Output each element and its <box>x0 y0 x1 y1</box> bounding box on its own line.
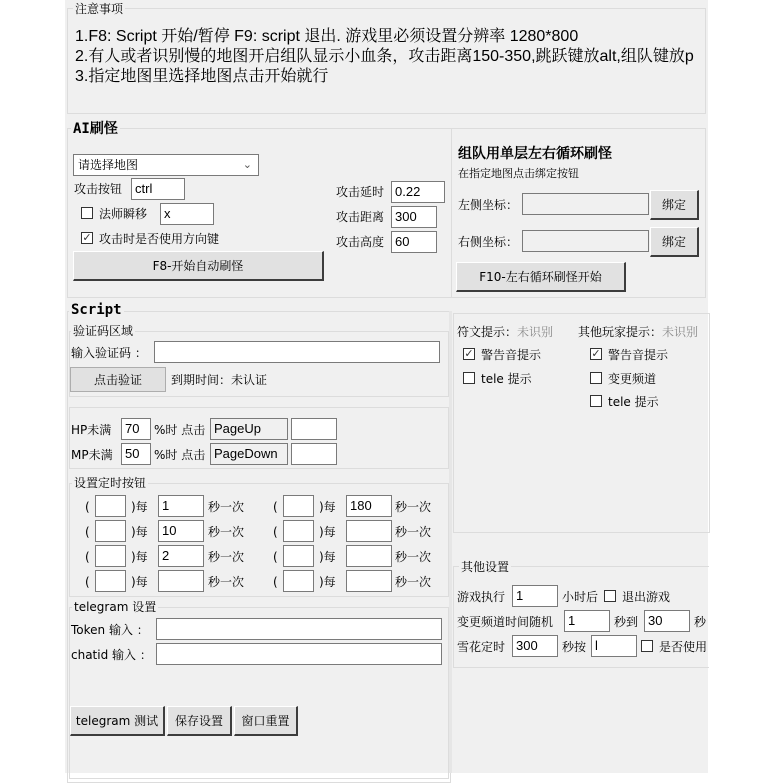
captcha-input-label: 输入验证码 ： <box>71 346 147 360</box>
use-snow-checkbox[interactable] <box>641 640 653 652</box>
channel-from-input[interactable]: 1 <box>564 610 610 632</box>
hp-threshold-input[interactable]: 70 <box>121 418 151 440</box>
mp-threshold-input[interactable]: 50 <box>121 443 151 465</box>
player-sound-checkbox[interactable]: ✓ <box>591 347 601 360</box>
timer-seconds-input[interactable] <box>158 570 204 592</box>
note-line-1: 1.F8: Script 开始/暂停 F9: script 退出. 游戏里必须设置分辨率 1280*800 <box>75 28 579 45</box>
mp-click-label: %时 点击 <box>154 448 206 462</box>
chatid-input[interactable] <box>156 643 442 665</box>
bind-left-button[interactable]: 绑定 <box>650 190 699 220</box>
map-select-value: 请选择地图 <box>78 158 139 172</box>
rune-label: 符文提示： <box>457 325 518 339</box>
timer-key-input[interactable] <box>283 545 314 567</box>
unit-label: 秒一次 <box>208 525 245 539</box>
paren-open: ( <box>85 575 90 589</box>
player-status: 未识别 <box>662 325 699 339</box>
attack-distance-label: 攻击距离 <box>336 210 385 224</box>
telegram-test-button[interactable]: telegram 测试 <box>70 706 165 736</box>
sec-label: 秒 <box>694 615 707 629</box>
every-label: )每 <box>319 575 336 589</box>
right-coord-input[interactable] <box>522 230 649 252</box>
token-label: Token 输入 ： <box>71 623 149 637</box>
player-channel-label: 变更频道 <box>608 372 657 386</box>
player-tele-checkbox[interactable] <box>590 395 602 407</box>
timer-key-input[interactable] <box>95 545 126 567</box>
notes-title: 注意事项 <box>75 2 124 16</box>
paren-open: ( <box>273 525 278 539</box>
player-alert-label <box>578 325 698 339</box>
bind-right-button[interactable]: 绑定 <box>650 227 699 257</box>
sec-press-label: 秒按 <box>562 640 587 654</box>
paren-open: ( <box>273 500 278 514</box>
unit-label: 秒一次 <box>208 500 245 514</box>
save-settings-button[interactable]: 保存设置 <box>167 706 232 736</box>
alerts-group <box>453 313 710 533</box>
timer-seconds-input[interactable] <box>346 570 392 592</box>
exit-game-checkbox[interactable] <box>604 590 616 602</box>
map-select[interactable] <box>73 154 259 176</box>
note-line-3: 3.指定地图里选择地图点击开始就行 <box>75 68 329 85</box>
mage-teleport-label: 法师瞬移 <box>99 207 148 221</box>
timer-key-input[interactable] <box>95 520 126 542</box>
sec-to-label: 秒到 <box>614 615 639 629</box>
token-input[interactable] <box>156 618 442 640</box>
hp-extra-input[interactable] <box>291 418 337 440</box>
timer-seconds-input[interactable] <box>346 520 392 542</box>
snow-key-input[interactable]: l <box>591 635 637 657</box>
hp-click-label: %时 点击 <box>154 423 206 437</box>
rune-tele-checkbox[interactable] <box>463 372 475 384</box>
captcha-title: 验证码区域 <box>73 324 134 338</box>
timer-seconds-input[interactable] <box>346 545 392 567</box>
timer-key-input[interactable] <box>283 495 314 517</box>
timer-seconds-input[interactable]: 2 <box>158 545 204 567</box>
hp-key-input[interactable]: PageUp <box>210 418 288 440</box>
player-label: 其他玩家提示： <box>578 325 663 339</box>
attack-height-input[interactable]: 60 <box>391 231 437 253</box>
chatid-label: chatid 输入 ： <box>71 648 152 662</box>
use-arrow-checkbox[interactable]: ✓ <box>82 231 92 244</box>
unit-label: 秒一次 <box>395 525 432 539</box>
expiry-status: 到期时间：未认证 <box>171 373 268 387</box>
timer-seconds-input[interactable]: 1 <box>158 495 204 517</box>
unit-label: 秒一次 <box>208 575 245 589</box>
rune-status: 未识别 <box>517 325 554 339</box>
verify-button[interactable]: 点击验证 <box>70 367 166 392</box>
player-tele-label: tele 提示 <box>608 395 659 409</box>
snow-timer-input[interactable]: 300 <box>512 635 558 657</box>
every-label: )每 <box>319 550 336 564</box>
loop-subtitle: 在指定地图点击绑定按钮 <box>458 167 579 180</box>
timer-group <box>69 483 449 597</box>
ai-title: AI刷怪 <box>71 118 120 138</box>
start-auto-farm-button[interactable]: F8-开始自动刷怪 <box>73 251 324 281</box>
timer-seconds-input[interactable]: 10 <box>158 520 204 542</box>
every-label: )每 <box>131 575 148 589</box>
timer-key-input[interactable] <box>95 570 126 592</box>
right-column-divider <box>449 311 452 773</box>
timer-seconds-input[interactable]: 180 <box>346 495 392 517</box>
game-run-input[interactable]: 1 <box>512 585 558 607</box>
chevron-down-icon: ⌄ <box>242 158 252 171</box>
every-label: )每 <box>319 500 336 514</box>
paren-open: ( <box>85 525 90 539</box>
loop-title: 组队用单层左右循环刷怪 <box>458 146 612 162</box>
other-settings-title: 其他设置 <box>461 560 510 574</box>
captcha-input[interactable] <box>154 341 440 363</box>
use-arrow-label: 攻击时是否使用方向键 <box>99 232 220 246</box>
player-channel-checkbox[interactable] <box>590 372 602 384</box>
snow-timer-label: 雪花定时 <box>457 640 506 654</box>
every-label: )每 <box>131 525 148 539</box>
paren-open: ( <box>85 550 90 564</box>
mp-key-input[interactable]: PageDown <box>210 443 288 465</box>
attack-delay-input[interactable]: 0.22 <box>391 181 445 203</box>
channel-time-label: 变更频道时间随机 <box>457 615 554 629</box>
unit-label: 秒一次 <box>208 550 245 564</box>
left-coord-label: 左侧坐标： <box>458 198 519 212</box>
hp-label: HP未满 <box>71 423 112 437</box>
app-window <box>65 0 708 773</box>
player-sound-label: 警告音提示 <box>608 348 669 362</box>
game-run-label: 游戏执行 <box>457 590 506 604</box>
use-snow-label: 是否使用 <box>659 640 708 654</box>
timer-key-input[interactable] <box>283 520 314 542</box>
mage-teleport-checkbox[interactable] <box>81 207 93 219</box>
attack-height-label: 攻击高度 <box>336 235 385 249</box>
unit-label: 秒一次 <box>395 550 432 564</box>
timer-key-input[interactable] <box>283 570 314 592</box>
rune-tele-label: tele 提示 <box>481 372 532 386</box>
mp-label: MP未满 <box>71 448 113 462</box>
mage-teleport-input[interactable]: x <box>160 203 214 225</box>
right-coord-label: 右侧坐标： <box>458 235 519 249</box>
timer-key-input[interactable] <box>95 495 126 517</box>
left-coord-input[interactable] <box>522 193 649 215</box>
paren-open: ( <box>273 550 278 564</box>
every-label: )每 <box>319 525 336 539</box>
attack-key-label: 攻击按钮 <box>74 182 123 196</box>
exit-game-label: 退出游戏 <box>622 590 671 604</box>
attack-key-input[interactable]: ctrl <box>131 178 185 200</box>
every-label: )每 <box>131 550 148 564</box>
unit-label: 秒一次 <box>395 575 432 589</box>
telegram-title: telegram 设置 <box>74 600 157 614</box>
reset-window-button[interactable]: 窗口重置 <box>234 706 298 736</box>
attack-distance-input[interactable]: 300 <box>391 206 437 228</box>
mp-extra-input[interactable] <box>291 443 337 465</box>
script-title: Script <box>71 302 122 318</box>
loop-start-button[interactable]: F10-左右循环刷怪开始 <box>456 262 626 292</box>
attack-delay-label: 攻击延时 <box>336 185 385 199</box>
rune-sound-checkbox[interactable]: ✓ <box>464 347 474 360</box>
rune-sound-label: 警告音提示 <box>481 348 542 362</box>
every-label: )每 <box>131 500 148 514</box>
rune-alert-label <box>457 325 553 339</box>
hours-after-label: 小时后 <box>562 590 599 604</box>
note-line-2: 2.有人或者识别慢的地图开启组队显示小血条，攻击距离150-350,跳跃键放alt,组队键放p <box>75 48 694 65</box>
paren-open: ( <box>85 500 90 514</box>
paren-open: ( <box>273 575 278 589</box>
unit-label: 秒一次 <box>395 500 432 514</box>
channel-to-input[interactable]: 30 <box>644 610 690 632</box>
timer-title: 设置定时按钮 <box>74 476 147 490</box>
